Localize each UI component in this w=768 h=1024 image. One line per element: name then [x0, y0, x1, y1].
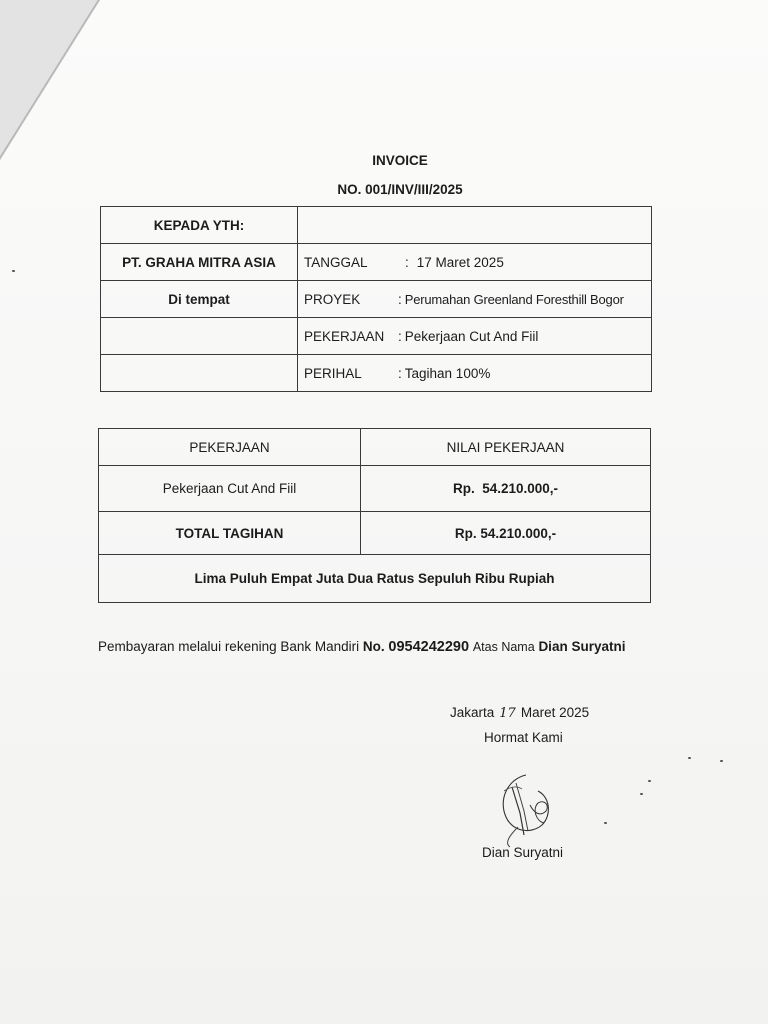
account-number: 0954242290 [388, 639, 470, 655]
payment-prefix: Pembayaran melalui rekening Bank Mandiri [98, 639, 363, 654]
amount-in-words: Lima Puluh Empat Juta Dua Ratus Sepuluh Ribu Rupiah [99, 555, 651, 603]
amount: 54.210.000,- [480, 525, 557, 541]
empty-cell [101, 318, 298, 355]
field-key: TANGGAL [304, 254, 368, 270]
work-item-name: Pekerjaan Cut And Fiil [99, 466, 361, 512]
payment-instruction [98, 639, 625, 655]
handwritten-signature [490, 765, 580, 855]
invoice-title: INVOICE [372, 153, 428, 168]
field-value: Tagihan 100% [404, 365, 491, 381]
field-row-date [298, 244, 652, 281]
handwritten-day: 17 [499, 706, 516, 721]
account-holder-label: Atas Nama [472, 640, 535, 654]
recipient-to-label: KEPADA YTH: [101, 207, 298, 244]
signature-place-date [450, 705, 589, 721]
work-table [98, 428, 651, 603]
field-value: Pekerjaan Cut And Fiil [404, 328, 539, 344]
signatory-name: Dian Suryatni [482, 845, 564, 860]
field-sep: : [398, 365, 402, 381]
recipient-location: Di tempat [101, 281, 298, 318]
field-row-work [298, 318, 652, 355]
work-item-value [361, 466, 651, 512]
column-header-value: NILAI PEKERJAAN [361, 429, 651, 466]
field-sep: : [398, 328, 402, 344]
field-sep: : [398, 291, 402, 307]
column-header-work: PEKERJAAN [99, 429, 361, 466]
scan-speck [688, 757, 691, 759]
recipient-company: PT. GRAHA MITRA ASIA [101, 244, 298, 281]
field-row-subject [298, 355, 652, 392]
currency-label: Rp. [454, 525, 477, 541]
closing-regards: Hormat Kami [484, 730, 563, 745]
scan-speck [604, 822, 607, 824]
amount: 54.210.000,- [482, 481, 559, 496]
account-holder: Dian Suryatni [538, 639, 626, 654]
invoice-number: NO. 001/INV/III/2025 [337, 182, 463, 197]
field-value: 17 Maret 2025 [416, 254, 504, 270]
month-year: Maret 2025 [520, 705, 590, 720]
currency-label: Rp. [452, 481, 475, 496]
scan-speck [720, 760, 723, 762]
field-key: PEKERJAAN [304, 328, 385, 344]
account-no-label: No. [362, 639, 385, 654]
scan-speck [640, 793, 643, 795]
total-label: TOTAL TAGIHAN [99, 512, 361, 555]
field-value: Perumahan Greenland Foresthill Bogor [404, 291, 624, 307]
total-value [361, 512, 651, 555]
city: Jakarta [450, 705, 495, 720]
field-row-project [298, 281, 652, 318]
recipient-table [100, 206, 652, 392]
scan-speck [648, 780, 651, 782]
empty-cell [298, 207, 652, 244]
field-key: PROYEK [304, 291, 361, 307]
field-sep: : [405, 254, 409, 270]
empty-cell [101, 355, 298, 392]
scan-speck [12, 270, 15, 272]
field-key: PERIHAL [304, 365, 362, 381]
